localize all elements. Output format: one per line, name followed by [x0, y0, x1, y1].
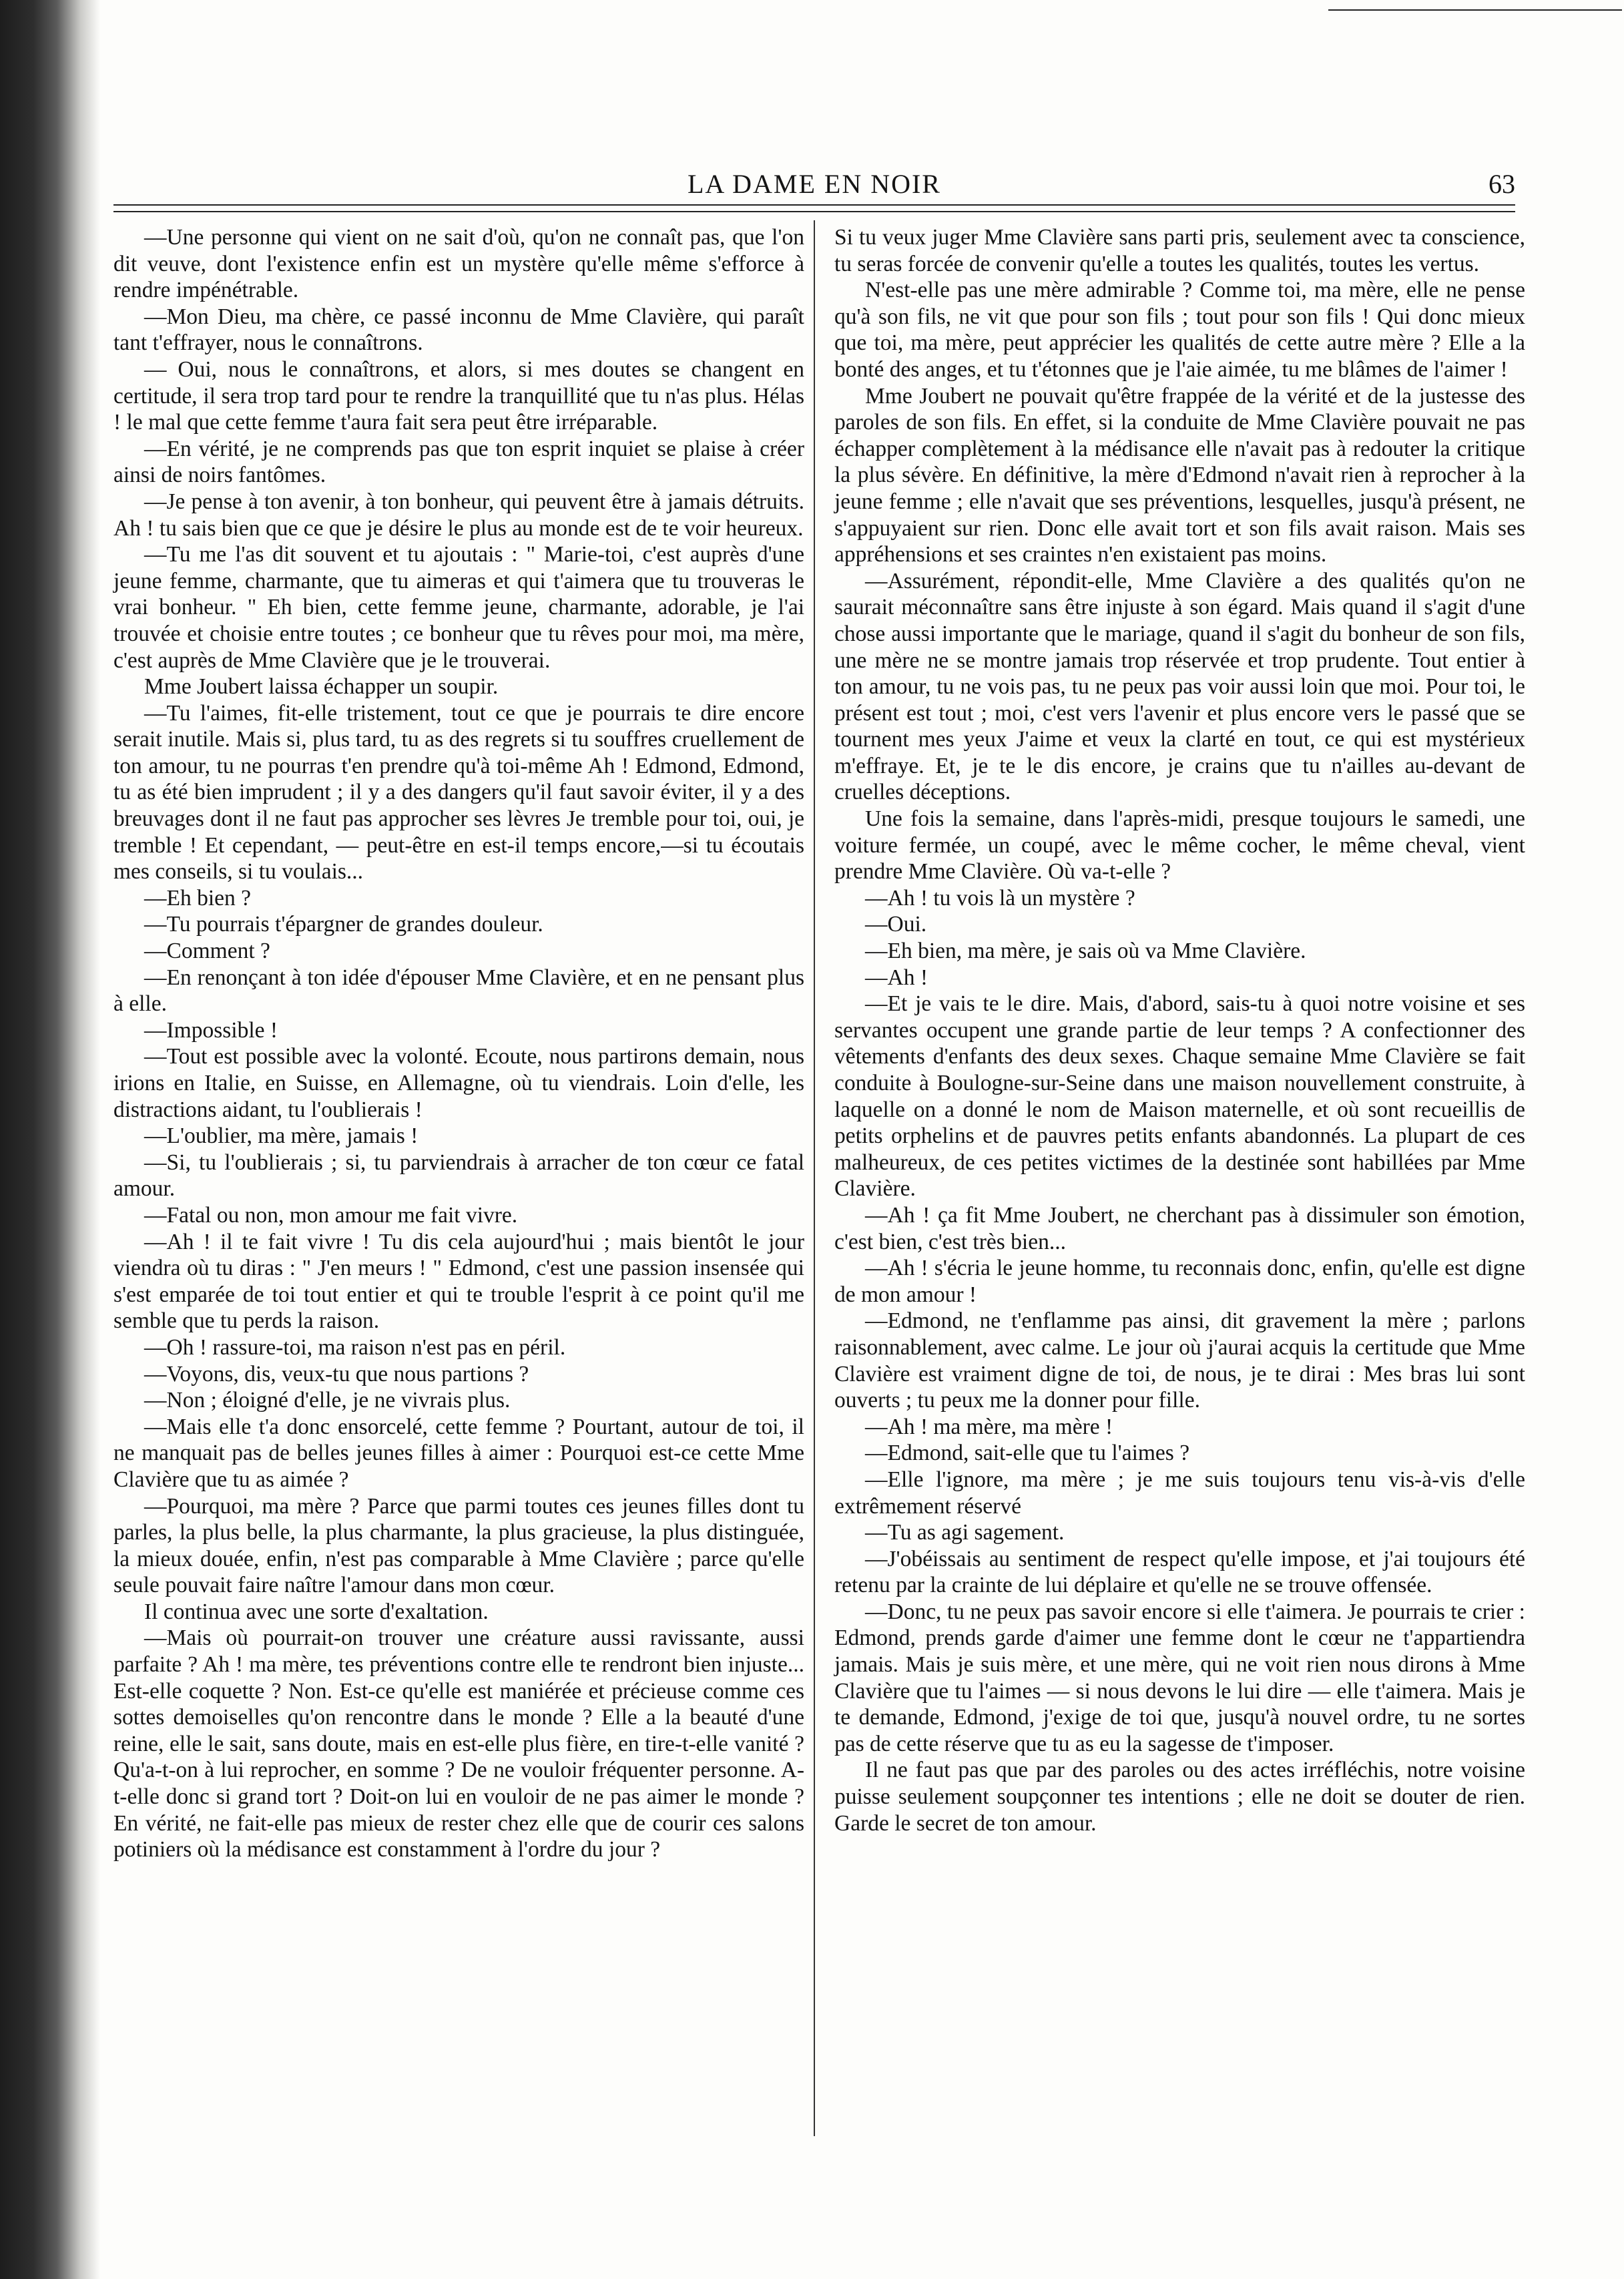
paragraph: —Elle l'ignore, ma mère ; je me suis toujours tenu vis-à-vis d'elle extrêmement réservé — [834, 1467, 1525, 1519]
paragraph: —J'obéissais au sentiment de respect qu'elle impose, et j'ai toujours été retenu par la crainte de lui déplaire et qu'elle ne se trouve offensée. — [834, 1546, 1525, 1598]
paragraph: Il continua avec une sorte d'exaltation. — [144, 1599, 489, 1624]
paragraph: —Eh bien, ma mère, je sais où va Mme Clavière. — [865, 939, 1306, 964]
paragraph: —En vérité, je ne comprends pas que ton esprit inquiet se plaise à créer ainsi de noirs fantômes. — [113, 436, 804, 488]
paragraph: Il ne faut pas que par des paroles ou des actes irréfléchis, notre voisine puisse seulement soupçonner tes intentions ; elle ne doit se douter de rien. Garde le secret de ton amour. — [834, 1758, 1525, 1836]
paragraph: —Edmond, ne t'enflamme pas ainsi, dit gravement la mère ; parlons raisonnablement, avec calme. Le jour où j'aurai acquis la certitude que Mme Clavière est vraiment digne de toi, de nous, je te dirai : Mes bras lui sont ouverts ; tu peux me la donner pour fille. — [834, 1308, 1525, 1413]
paragraph: —Mais elle t'a donc ensorcelé, cette femme ? Pourtant, autour de toi, il ne manquait pas de belles jeunes filles à aimer : Pourquoi est-ce cette Mme Clavière que tu as aimée ? — [113, 1414, 804, 1492]
running-title: LA DAME EN NOIR — [688, 169, 941, 199]
running-header — [113, 168, 1515, 199]
paragraph: —Tu as agi sagement. — [865, 1520, 1065, 1545]
paragraph: —Mais où pourrait-on trouver une créature aussi ravissante, aussi parfaite ? Ah ! ma mère, tes préventions contre elle te rendront bien injuste... Est-elle coquette ? Non. Est-ce qu'elle est maniérée et précieuse comme ces sottes demoiselles qu'on rencontre dans le monde ? Elle a la beauté d'une reine, elle le sait, sans doute, mais en est-elle plus fière, en tire-t-elle vanité ? Qu'a-t-on à lui reprocher, en somme ? De ne vouloir fréquenter personne. A-t-elle donc si grand tort ? Doit-on lui en vouloir de ne pas aimer le monde ? En vérité, ne fait-elle pas mieux de rester chez elle que de courir ces salons potiniers où la médisance est constamment à l'ordre du jour ? — [113, 1625, 804, 1862]
paragraph: —Tout est possible avec la volonté. Ecoute, nous partirons demain, nous irions en Italie, en Suisse, en Allemagne, où tu viendrais. Loin d'elle, les distractions aidant, tu l'oublierais ! — [113, 1044, 804, 1122]
paragraph: —Tu me l'as dit souvent et tu ajoutais : " Marie-toi, c'est auprès d'une jeune femme, charmante, que tu aimeras et qui t'aimera que tu trouveras le vrai bonheur. " Eh bien, cette femme jeune, charmante, adorable, je l'ai trouvée et choisie entre toutes ; ce bonheur que tu rêves pour moi, ma mère, c'est auprès de Mme Clavière que je le trouverai. — [113, 542, 804, 673]
paragraph: —Ah ! — [865, 965, 928, 990]
paragraph: —Impossible ! — [144, 1017, 278, 1043]
paragraph: —Assurément, répondit-elle, Mme Clavière a des qualités qu'on ne saurait méconnaître sans être injuste à son égard. Mais quand il s'agit d'une chose aussi importante que le mariage, quand il s'agit du bonheur de son fils, une mère ne se montre jamais trop réservée et trop prudente. Tout entier à ton amour, tu ne vois pas, tu ne peux pas voir aussi loin que moi. Pour toi, le présent est tout ; moi, c'est vers l'avenir et plus encore vers le passé que se tournent mes yeux J'aime et veux la clarté en tout, ce qui est mystérieux m'effraye. Et, je te le dis encore, je crains que tu n'ailles au-devant de cruelles déceptions. — [834, 568, 1525, 805]
column-divider — [814, 220, 815, 2136]
paragraph: —Tu l'aimes, fit-elle tristement, tout ce que je pourrais te dire encore serait inutile. Mais si, plus tard, tu as des regrets si tu souffres cruellement de ton amour, tu ne pourras t'en prendre qu'à toi-même Ah ! Edmond, Edmond, tu as été bien imprudent ; il y a des dangers qu'il faut savoir éviter, il y a des breuvages dont il ne faut pas approcher ses lèvres Je tremble pour toi, oui, je tremble ! Et cependant, — peut-être en est-il temps encore,—si tu écoutais mes conseils, si tu voulais... — [113, 700, 804, 884]
paragraph: —Comment ? — [144, 939, 270, 964]
paragraph: Mme Joubert laissa échapper un soupir. — [144, 674, 499, 700]
paragraph: —Donc, tu ne peux pas savoir encore si elle t'aimera. Je pourrais te crier : Edmond, prends garde d'aimer une femme dont le cœur ne t'appartiendra jamais. Mais je suis mère, et une mère, qui ne voit rien nous dirons à Mme Clavière que tu l'aimes — si nous devons le lui dire — elle t'aimera. Mais je te demande, Edmond, j'exige de toi que, jusqu'à nouvel ordre, tu ne sortes pas de cette réserve que tu as eu la sagesse de t'imposer. — [834, 1599, 1525, 1756]
paragraph: —Ah ! tu vois là un mystère ? — [865, 885, 1135, 911]
header-double-rule — [113, 204, 1515, 212]
paragraph: —Voyons, dis, veux-tu que nous partions ? — [144, 1361, 529, 1386]
paragraph: — Oui, nous le connaîtrons, et alors, si mes doutes se changent en certitude, il sera trop tard pour te rendre la tranquillité que tu n'as plus. Hélas ! le mal que cette femme t'aura fait sera peut être irréparable. — [113, 356, 804, 435]
paragraph: —Tu pourrais t'épargner de grandes douleur. — [144, 912, 543, 937]
right-column — [834, 224, 1525, 1836]
paragraph: —Ah ! s'écria le jeune homme, tu reconnais donc, enfin, qu'elle est digne de mon amour ! — [834, 1256, 1525, 1307]
paragraph: —Si, tu l'oublierais ; si, tu parviendrais à arracher de ton cœur ce fatal amour. — [113, 1150, 804, 1202]
paragraph: —Ah ! ma mère, ma mère ! — [865, 1414, 1113, 1439]
paragraph: N'est-elle pas une mère admirable ? Comme toi, ma mère, elle ne pense qu'à son fils, ne vit que pour son fils ; tout pour son fils ! Qui donc mieux que toi, ma mère, peut apprécier les qualités de cette autre mère ? Elle a la bonté des anges, et tu t'étonnes que je l'aie aimée, tu me blâmes de l'aimer ! — [834, 278, 1525, 382]
paragraph: —Et je vais te le dire. Mais, d'abord, sais-tu à quoi notre voisine et ses servantes occupent une grande partie de leur temps ? A confectionner des vêtements d'enfants des deux sexes. Chaque semaine Mme Clavière se fait conduite à Boulogne-sur-Seine dans une maison nouvellement construite, à laquelle on a donné le nom de Maison maternelle, et où sont recueillis de petits orphelins et de pauvres petits enfants abandonnés. La plupart de ces malheureux, de ces petites victimes de la destinée sont habillées par Mme Clavière. — [834, 991, 1525, 1202]
paragraph: Mme Joubert ne pouvait qu'être frappée de la vérité et de la justesse des paroles de son fils. En effet, si la conduite de Mme Clavière pouvait ne pas échapper complètement à la médisance elle n'avait pas à redouter la critique la plus sévère. En définitive, la mère d'Edmond n'avait rien à reprocher à la jeune femme ; elle n'avait que ses préventions, lesquelles, jusqu'à présent, ne s'appuyaient sur rien. Donc elle avait tort et son fils avait raison. Mais ses appréhensions et ses craintes n'en existaient pas moins. — [834, 383, 1525, 567]
paragraph: —Mon Dieu, ma chère, ce passé inconnu de Mme Clavière, qui paraît tant t'effrayer, nous le connaîtrons. — [113, 304, 804, 356]
paragraph: —Eh bien ? — [144, 885, 252, 911]
book-spine-shadow — [0, 0, 100, 2279]
paragraph: Une fois la semaine, dans l'après-midi, presque toujours le samedi, une voiture fermée, un coupé, avec le même cocher, le même cheval, vient prendre Mme Clavière. Où va-t-elle ? — [834, 806, 1525, 884]
page-number: 63 — [1488, 169, 1515, 199]
paragraph: —Ah ! ça fit Mme Joubert, ne cherchant pas à dissimuler son émotion, c'est bien, c'est très bien... — [834, 1202, 1525, 1254]
paragraph: —Pourquoi, ma mère ? Parce que parmi toutes ces jeunes filles dont tu parles, la plus belle, la plus charmante, la plus gracieuse, la plus distinguée, la mieux douée, enfin, n'est pas comparable à Mme Clavière ; parce qu'elle seule pouvait faire naître l'amour dans mon cœur. — [113, 1493, 804, 1598]
paragraph: —En renonçant à ton idée d'épouser Mme Clavière, et en ne pensant plus à elle. — [113, 965, 804, 1017]
paragraph: —Non ; éloigné d'elle, je ne vivrais plus. — [144, 1388, 511, 1413]
paragraph: —Une personne qui vient on ne sait d'où, qu'on ne connaît pas, que l'on dit veuve, dont l'existence enfin est un mystère qu'elle même s'efforce à rendre impénétrable. — [113, 225, 804, 303]
paragraph: —Je pense à ton avenir, à ton bonheur, qui peuvent être à jamais détruits. Ah ! tu sais bien que ce que je désire le plus au monde est de te voir heureux. — [113, 489, 804, 541]
top-edge-rule — [1328, 9, 1622, 11]
left-column — [113, 224, 804, 1863]
paragraph: —Edmond, sait-elle que tu l'aimes ? — [865, 1441, 1190, 1466]
paragraph: —Fatal ou non, mon amour me fait vivre. — [144, 1202, 518, 1228]
paragraph: —Oui. — [865, 912, 927, 937]
paragraph: —Ah ! il te fait vivre ! Tu dis cela aujourd'hui ; mais bientôt le jour viendra où tu diras : " J'en meurs ! " Edmond, c'est une passion insensée qui s'est emparée de toi tout entier et qui te trouble l'esprit à ce point qu'il me semble que tu perds la raison. — [113, 1229, 804, 1334]
paragraph: Si tu veux juger Mme Clavière sans parti pris, seulement avec ta conscience, tu seras forcée de convenir qu'elle a toutes les qualités, toutes les vertus. — [834, 225, 1525, 276]
paragraph: —L'oublier, ma mère, jamais ! — [144, 1123, 419, 1149]
paragraph: —Oh ! rassure-toi, ma raison n'est pas en péril. — [144, 1334, 566, 1360]
